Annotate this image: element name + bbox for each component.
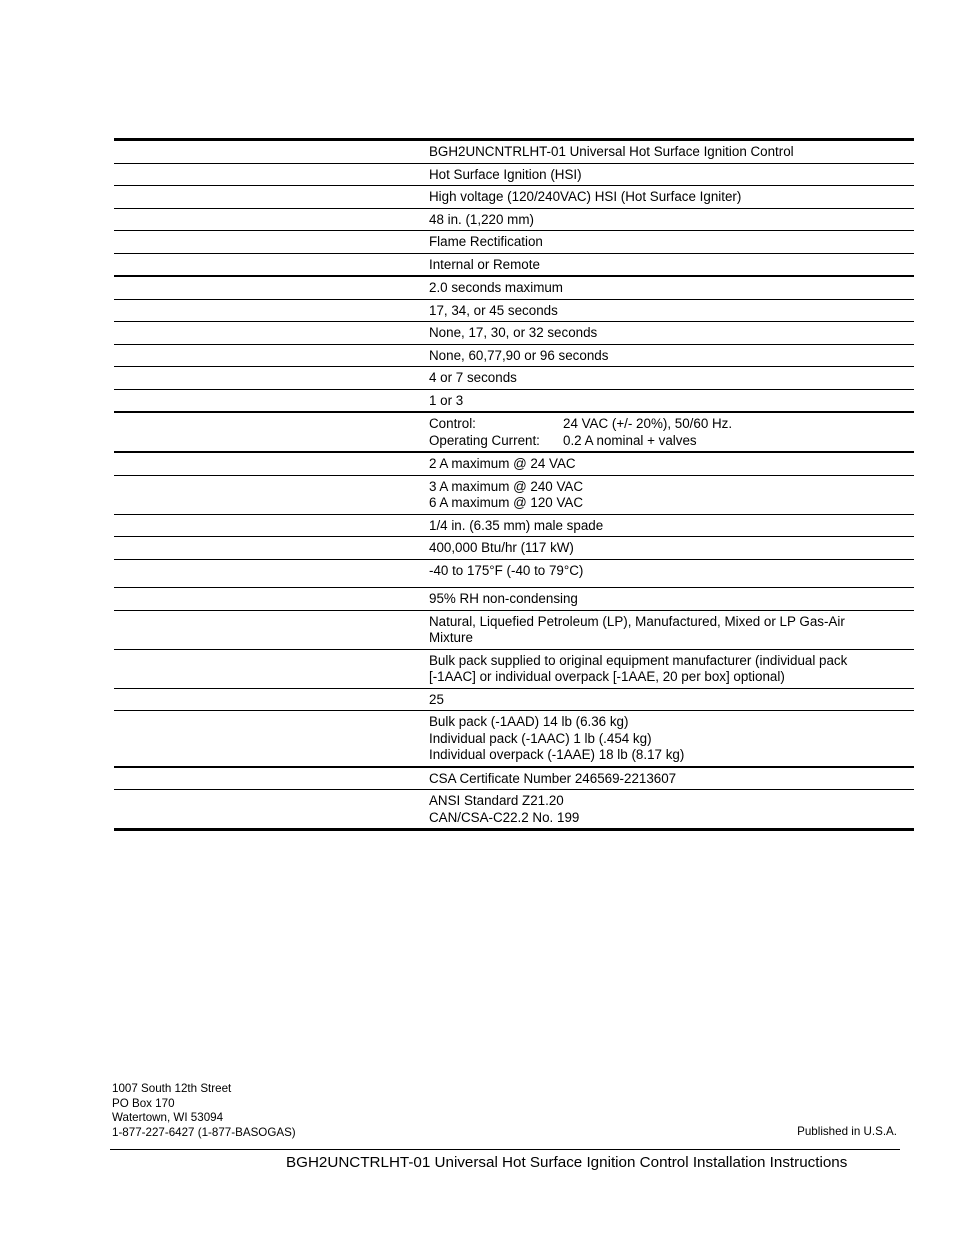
spec-line: ANSI Standard Z21.20 [429, 793, 564, 808]
address-line: 1-877-227-6427 (1-877-BASOGAS) [112, 1125, 296, 1139]
spec-value-connections [428, 515, 914, 537]
spec-line: CSA Certificate Number 246569-2213607 [429, 770, 677, 786]
spec-line: 6 A maximum @ 120 VAC [429, 495, 584, 510]
spec-label-cell [114, 322, 428, 344]
address-line: 1007 South 12th Street [112, 1082, 232, 1095]
spec-label-cell [114, 515, 428, 537]
spec-value-trial-for-ignition [428, 367, 914, 389]
address-line: Watertown, WI 53094 [112, 1111, 224, 1124]
spec-value-warmup-time [428, 300, 914, 322]
footer-divider [110, 1149, 900, 1150]
spec-line: High voltage (120/240VAC) HSI (Hot Surface Igniter) [429, 189, 742, 204]
spec-label-cell [114, 689, 428, 711]
spec-value-packaging [428, 650, 914, 688]
spec-value-ignition-trials [428, 390, 914, 412]
spec-label-cell [114, 254, 428, 276]
spec-line: Hot Surface Ignition (HSI) [429, 166, 582, 182]
spec-line: 2 A maximum @ 24 VAC [429, 456, 576, 471]
spec-row-ambient-temperature [114, 559, 914, 588]
spec-value-ambient-temperature [428, 560, 914, 588]
spec-pair [429, 416, 914, 433]
spec-value-humidity [428, 588, 914, 610]
spec-value-prepurge [428, 322, 914, 344]
spec-value-max-input [428, 537, 914, 559]
spec-row-valve-rating [114, 451, 914, 475]
spec-value-gases [428, 611, 914, 649]
spec-line: 400,000 Btu/hr (117 kW) [429, 540, 574, 555]
spec-label-cell [114, 650, 428, 688]
spec-line: 1 or 3 [429, 392, 464, 408]
spec-label-cell [114, 611, 428, 649]
spec-row-trial-for-ignition [114, 366, 914, 389]
spec-line: Individual overpack (-1AAE) 18 lb (8.17 kg) [429, 747, 685, 762]
spec-line: 48 in. (1,220 mm) [429, 211, 534, 227]
spec-pair-key: Control: [429, 416, 476, 431]
spec-row-max-input [114, 536, 914, 559]
spec-value-flame-sensing [428, 231, 914, 253]
spec-label-cell [114, 768, 428, 790]
spec-value-valve-rating [428, 453, 914, 475]
spec-label-cell [114, 345, 428, 367]
spec-line: Bulk pack (-1AAD) 14 lb (6.36 kg) [429, 714, 629, 729]
spec-value-ignition-type [428, 164, 914, 186]
spec-row-prepurge [114, 321, 914, 344]
spec-line: Natural, Liquefied Petroleum (LP), Manufactured, Mixed or LP Gas-Air [429, 613, 845, 629]
spec-row-bulk-quantity [114, 688, 914, 711]
spec-label-cell [114, 209, 428, 231]
spec-row-ignition-trials [114, 389, 914, 412]
spec-label-cell [114, 537, 428, 559]
spec-row-humidity [114, 587, 914, 610]
spec-row-shipping-weight [114, 710, 914, 766]
spec-line: 3 A maximum @ 240 VAC [429, 478, 584, 494]
spec-line: Flame Rectification [429, 234, 543, 249]
spec-line: 25 [429, 691, 444, 707]
spec-value-igniter-rating [428, 476, 914, 514]
spec-value-bulk-quantity [428, 689, 914, 711]
spec-line: CAN/CSA-C22.2 No. 199 [429, 809, 580, 825]
spec-value-certification [428, 768, 914, 790]
spec-line: Individual pack (-1AAC) 1 lb (.454 kg) [429, 730, 652, 746]
spec-label-cell [114, 367, 428, 389]
spec-label-cell [114, 300, 428, 322]
spec-label-cell [114, 476, 428, 514]
spec-row-warmup-time [114, 299, 914, 322]
spec-line: 4 or 7 seconds [429, 370, 517, 385]
spec-value-model [428, 141, 914, 163]
spec-pair-value: 24 VAC (+/- 20%), 50/60 Hz. [563, 416, 733, 431]
spec-line: None, 17, 30, or 32 seconds [429, 325, 598, 340]
spec-line: 2.0 seconds maximum [429, 280, 563, 295]
specifications-table [114, 138, 914, 831]
spec-row-igniter [114, 185, 914, 208]
spec-row-cable-length [114, 208, 914, 231]
spec-row-igniter-rating [114, 475, 914, 514]
spec-label-cell [114, 277, 428, 299]
spec-label-cell [114, 231, 428, 253]
spec-label-cell [114, 588, 428, 610]
spec-label-cell [114, 790, 428, 828]
spec-row-flame-sensing [114, 230, 914, 253]
spec-row-connections [114, 514, 914, 537]
spec-line: BGH2UNCNTRLHT-01 Universal Hot Surface Ignition Control [429, 144, 794, 159]
spec-value-cable-length [428, 209, 914, 231]
spec-row-packaging [114, 649, 914, 688]
footer-document-title: BGH2UNCTRLHT-01 Universal Hot Surface Ignition Control Installation Instructions [286, 1154, 848, 1171]
spec-row-gases [114, 610, 914, 649]
spec-line: 17, 34, or 45 seconds [429, 302, 558, 318]
footer-address [112, 1082, 296, 1140]
spec-row-sensor-location [114, 253, 914, 276]
spec-line: None, 60,77,90 or 96 seconds [429, 347, 609, 363]
spec-row-flame-failure-response [114, 275, 914, 299]
spec-label-cell [114, 413, 428, 451]
spec-row-electrical-rating [114, 411, 914, 451]
spec-row-model [114, 141, 914, 163]
spec-line: Internal or Remote [429, 256, 540, 272]
spec-line: Mixture [429, 630, 473, 645]
spec-label-cell [114, 390, 428, 412]
spec-label-cell [114, 164, 428, 186]
spec-pair-key: Operating Current: [429, 432, 540, 448]
spec-row-interpurge [114, 344, 914, 367]
spec-row-standards [114, 789, 914, 828]
spec-label-cell [114, 141, 428, 163]
spec-line: 1/4 in. (6.35 mm) male spade [429, 517, 604, 533]
spec-value-electrical-rating [428, 413, 914, 451]
spec-line: [-1AAC] or individual overpack [-1AAE, 20 per box] optional) [429, 669, 785, 684]
published-note: Published in U.S.A. [797, 1125, 897, 1138]
spec-line: Bulk pack supplied to original equipment manufacturer (individual pack [429, 652, 848, 668]
spec-pair-value: 0.2 A nominal + valves [563, 432, 697, 448]
spec-value-standards [428, 790, 914, 828]
spec-label-cell [114, 186, 428, 208]
spec-pair [429, 433, 914, 450]
spec-value-shipping-weight [428, 711, 914, 766]
spec-label-cell [114, 711, 428, 766]
spec-line: 95% RH non-condensing [429, 591, 578, 606]
spec-value-sensor-location [428, 254, 914, 276]
spec-row-ignition-type [114, 163, 914, 186]
spec-value-interpurge [428, 345, 914, 367]
spec-value-igniter [428, 186, 914, 208]
spec-row-certification [114, 766, 914, 790]
spec-label-cell [114, 453, 428, 475]
spec-line: -40 to 175°F (-40 to 79°C) [429, 562, 584, 578]
address-line: PO Box 170 [112, 1096, 175, 1110]
spec-label-cell [114, 560, 428, 588]
spec-value-flame-failure-response [428, 277, 914, 299]
